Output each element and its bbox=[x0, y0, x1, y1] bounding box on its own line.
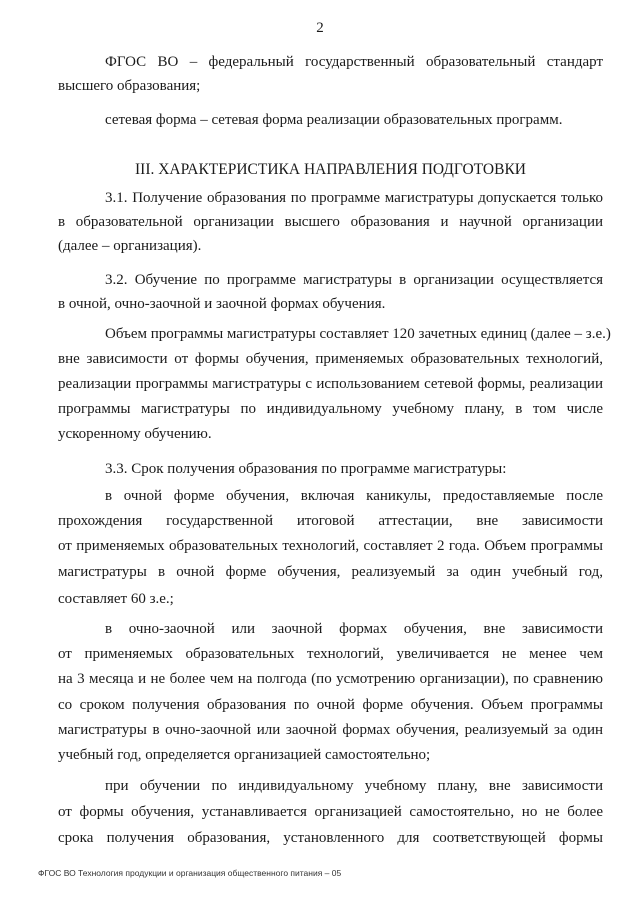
text-line: 3.1. Получение образования по программе магистратуры допускается только bbox=[105, 190, 603, 206]
text-line: срока получения образования, установленного для соответствующей формы bbox=[58, 830, 603, 846]
text-line: вне зависимости от формы обучения, применяемых образовательных технологий, bbox=[58, 351, 603, 367]
text-line: на 3 месяца и не более чем на полгода (по усмотрению организации), по сравнению bbox=[58, 671, 603, 687]
text-line: сетевая форма – сетевая форма реализации образовательных программ. bbox=[105, 112, 563, 128]
text-line: реализации программы магистратуры с использованием сетевой формы, реализации bbox=[58, 376, 603, 392]
text-line: прохождения государственной итоговой аттестации, вне зависимости bbox=[58, 513, 603, 529]
text-line: (далее – организация). bbox=[58, 238, 202, 254]
text-line: при обучении по индивидуальному учебному плану, вне зависимости bbox=[105, 778, 603, 794]
text-line: ФГОС ВО – федеральный государственный образовательный стандарт bbox=[105, 54, 603, 70]
page-number: 2 bbox=[316, 20, 324, 36]
text-line: в очной форме обучения, включая каникулы, предоставляемые после bbox=[105, 488, 603, 504]
section-heading: III. ХАРАКТЕРИСТИКА НАПРАВЛЕНИЯ ПОДГОТОВКИ bbox=[135, 161, 526, 178]
text-line: в очной, очно-заочной и заочной формах обучения. bbox=[58, 296, 386, 312]
text-line: ускоренному обучению. bbox=[58, 426, 212, 442]
text-line: программы магистратуры по индивидуальному учебному плану, в том числе bbox=[58, 401, 603, 417]
text-line: со сроком получения образования по очной форме обучения. Объем программы bbox=[58, 697, 603, 713]
text-line: от применяемых образовательных технологий, увеличивается не менее чем bbox=[58, 646, 603, 662]
text-line: Объем программы магистратуры составляет 120 зачетных единиц (далее – з.е.) bbox=[105, 326, 611, 342]
text-line: магистратуры в очно-заочной или заочной формах обучения, реализуемый за один bbox=[58, 722, 603, 738]
text-line: от формы обучения, устанавливается организацией самостоятельно, но не более bbox=[58, 804, 603, 820]
text-line: в образовательной организации высшего образования и научной организации bbox=[58, 214, 603, 230]
page-footer: ФГОС ВО Технология продукции и организация общественного питания – 05 bbox=[38, 868, 342, 878]
text-line: учебный год, определяется организацией самостоятельно; bbox=[58, 747, 431, 763]
text-line: магистратуры в очной форме обучения, реализуемый за один учебный год, bbox=[58, 564, 603, 580]
text-line: составляет 60 з.е.; bbox=[58, 591, 174, 607]
text-line: 3.3. Срок получения образования по программе магистратуры: bbox=[105, 461, 507, 477]
text-line: от применяемых образовательных технологий, составляет 2 года. Объем программы bbox=[58, 538, 603, 554]
text-line: в очно-заочной или заочной формах обучения, вне зависимости bbox=[105, 621, 603, 637]
text-line: высшего образования; bbox=[58, 78, 201, 94]
text-line: 3.2. Обучение по программе магистратуры в организации осуществляется bbox=[105, 272, 603, 288]
